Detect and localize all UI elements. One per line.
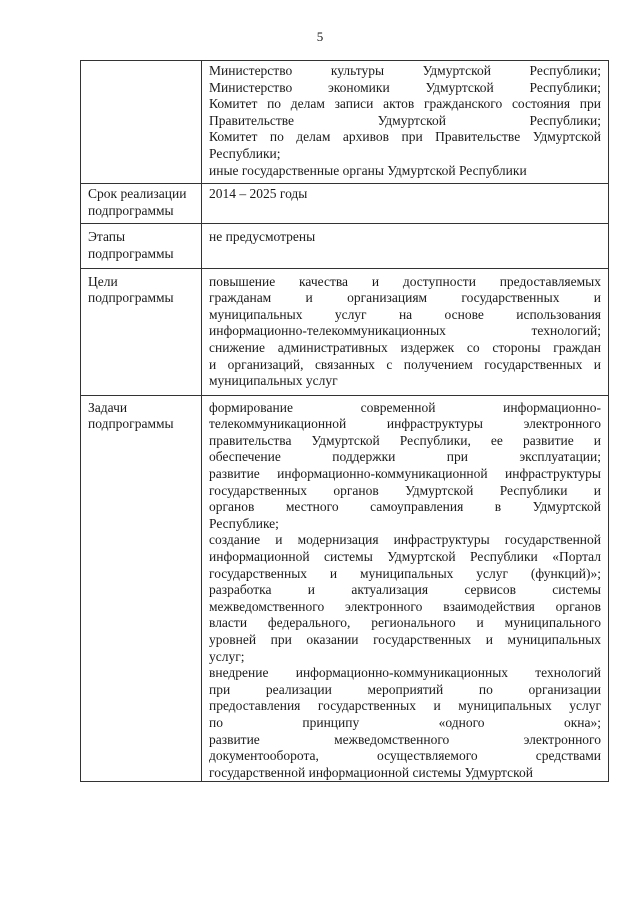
row-value-line: при реализации мероприятий по организации <box>209 681 601 697</box>
row-value-line: услуг; <box>209 648 245 664</box>
row-value-line: Республики; <box>209 145 281 161</box>
row-label-line: подпрограммы <box>88 202 174 218</box>
row-value-line: правительства Удмуртской Республики, ее развитие и <box>209 432 601 448</box>
row-value-line: информационной системы Удмуртской Республики «Портал <box>209 549 601 565</box>
row-value-line: создание и модернизация инфраструктуры государственной <box>209 532 601 548</box>
row-value-line: предоставления государственных и муниципальных услуг <box>209 698 601 714</box>
row-value-line: государственных и муниципальных услуг (функций)»; <box>209 565 601 581</box>
row-value-line: повышение качества и доступности предоставляемых <box>209 273 601 289</box>
row-value-line: и организаций, связанных с получением государственных и <box>209 356 601 372</box>
row-label-line: подпрограммы <box>88 416 174 432</box>
row-value-line: Комитет по делам архивов при Правительстве Удмуртской <box>209 129 601 145</box>
row-value-line: 2014 – 2025 годы <box>209 186 308 202</box>
row-label-line: подпрограммы <box>88 245 174 261</box>
row-value-line: телекоммуникационной инфраструктуры электронного <box>209 416 601 432</box>
row-value-line: развитие информационно-коммуникационной инфраструктуры <box>209 466 601 482</box>
row-value-line: по принципу «одного окна»; <box>209 714 601 730</box>
row-value-line: власти федерального, регионального и муниципального <box>209 615 601 631</box>
passport-row <box>81 224 609 268</box>
row-label-line: подпрограммы <box>88 290 174 306</box>
row-value-line: разработка и актуализация сервисов системы <box>209 582 601 598</box>
passport-row <box>81 268 609 395</box>
row-value-line: гражданам и организациям государственных и <box>209 290 601 306</box>
row-value-line: информационно-телекоммуникационных технологий; <box>209 323 601 339</box>
row-label-cell <box>81 268 202 395</box>
row-value-cell <box>202 395 609 782</box>
row-value-line: Правительстве Удмуртской Республики; <box>209 112 601 128</box>
row-value-line: внедрение информационно-коммуникационных технологий <box>209 665 601 681</box>
row-label-line: Задачи <box>88 399 128 415</box>
row-value-line: не предусмотрены <box>209 229 316 245</box>
row-value-line: государственных органов Удмуртской Республики и <box>209 482 601 498</box>
row-value-cell <box>202 224 609 268</box>
row-label-line: Этапы <box>88 229 126 245</box>
row-label-line: Цели <box>88 273 118 289</box>
row-value-line: Комитет по делам записи актов гражданского состояния при <box>209 96 601 112</box>
row-label-cell <box>81 184 202 224</box>
passport-row <box>81 184 609 224</box>
row-label-cell <box>81 61 202 184</box>
row-value-line: Министерство культуры Удмуртской Республики; <box>209 63 601 78</box>
row-value-line: межведомственного электронного взаимодействия органов <box>209 598 601 614</box>
row-value-cell <box>202 61 609 184</box>
passport-row <box>81 61 609 184</box>
row-value-line: государственной информационной системы Удмуртской <box>209 764 533 780</box>
row-value-cell <box>202 268 609 395</box>
row-value-line: развитие межведомственного электронного <box>209 731 601 747</box>
page-number: 5 <box>316 29 324 44</box>
row-label-line: Срок реализации <box>88 186 187 202</box>
row-value-line: снижение административных издержек со стороны граждан <box>209 339 601 355</box>
row-value-line: документооборота, осуществляемого средствами <box>209 748 601 764</box>
row-label-cell <box>81 395 202 782</box>
row-value-line: формирование современной информационно- <box>209 399 601 415</box>
passport-row <box>81 395 609 782</box>
row-value-line: органов местного самоуправления в Удмуртской <box>209 499 601 515</box>
row-value-cell <box>202 184 609 224</box>
row-value-line: Министерство экономики Удмуртской Республики; <box>209 79 601 95</box>
row-label-cell <box>81 224 202 268</box>
row-value-line: обеспечение поддержки при эксплуатации; <box>209 449 601 465</box>
row-value-line: уровней при оказании государственных и муниципальных <box>209 632 601 647</box>
subprogram-passport-table <box>80 60 609 782</box>
row-value-line: муниципальных услуг <box>209 373 338 389</box>
row-value-line: иные государственные органы Удмуртской Республики <box>209 162 527 178</box>
row-value-line: муниципальных услуг на основе использования <box>209 306 601 322</box>
row-value-line: Республике; <box>209 515 279 531</box>
